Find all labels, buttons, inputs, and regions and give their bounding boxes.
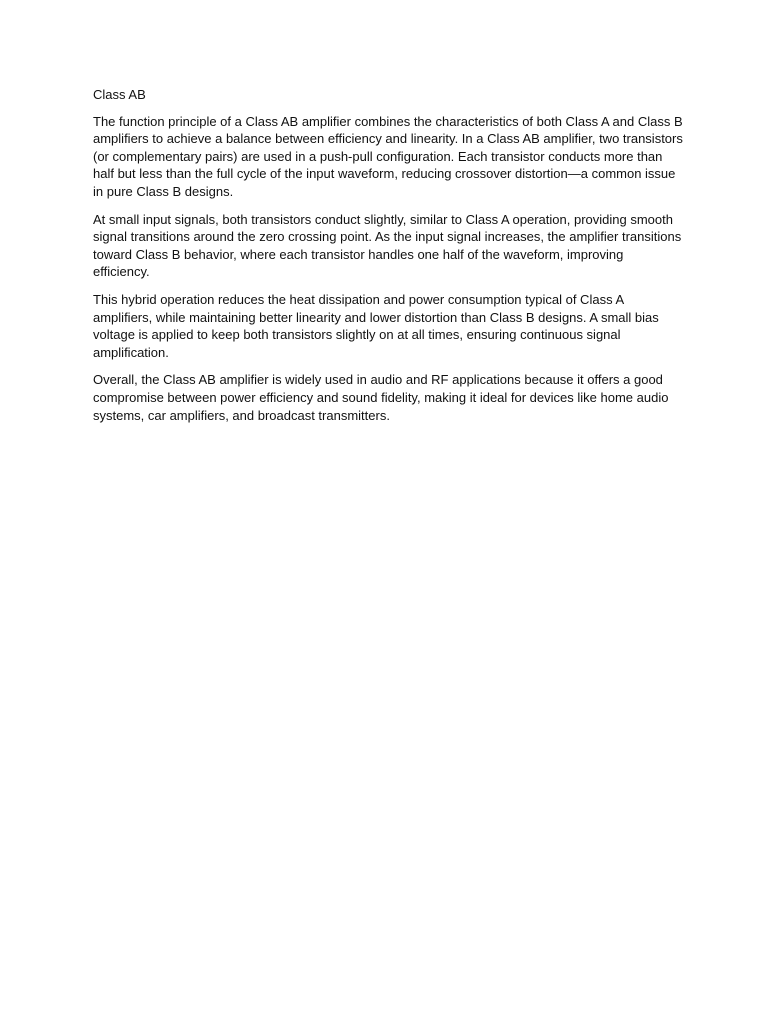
paragraph-1: The function principle of a Class AB amplifier combines the characteristics of both Class A and Class B amplifiers to achieve a balance between efficiency and linearity. In a Class AB amplifier, two transistors (or complementary pairs) are used in a push-pull configuration. Each transistor conducts more than half but less than the full cycle of the input waveform, reducing crossover distortion—a common issue in pure Class B designs. (93, 113, 683, 199)
paragraph-2: At small input signals, both transistors conduct slightly, similar to Class A operation, providing smooth signal transitions around the zero crossing point. As the input signal increases, the amplifier transitions toward Class B behavior, where each transistor handles one half of the waveform, improving efficiency. (93, 211, 682, 280)
document-title: Class AB (93, 87, 146, 102)
paragraph-4: Overall, the Class AB amplifier is widely used in audio and RF applications because it offers a good compromise between power efficiency and sound fidelity, making it ideal for devices like home audio systems, car amplifiers, and broadcast transmitters. (93, 372, 669, 423)
paragraph-3: This hybrid operation reduces the heat dissipation and power consumption typical of Class A amplifiers, while maintaining better linearity and lower distortion than Class B designs. A small bias voltage is applied to keep both transistors slightly on at all times, ensuring continuous signal amplification. (93, 291, 659, 360)
document-body (93, 86, 683, 434)
